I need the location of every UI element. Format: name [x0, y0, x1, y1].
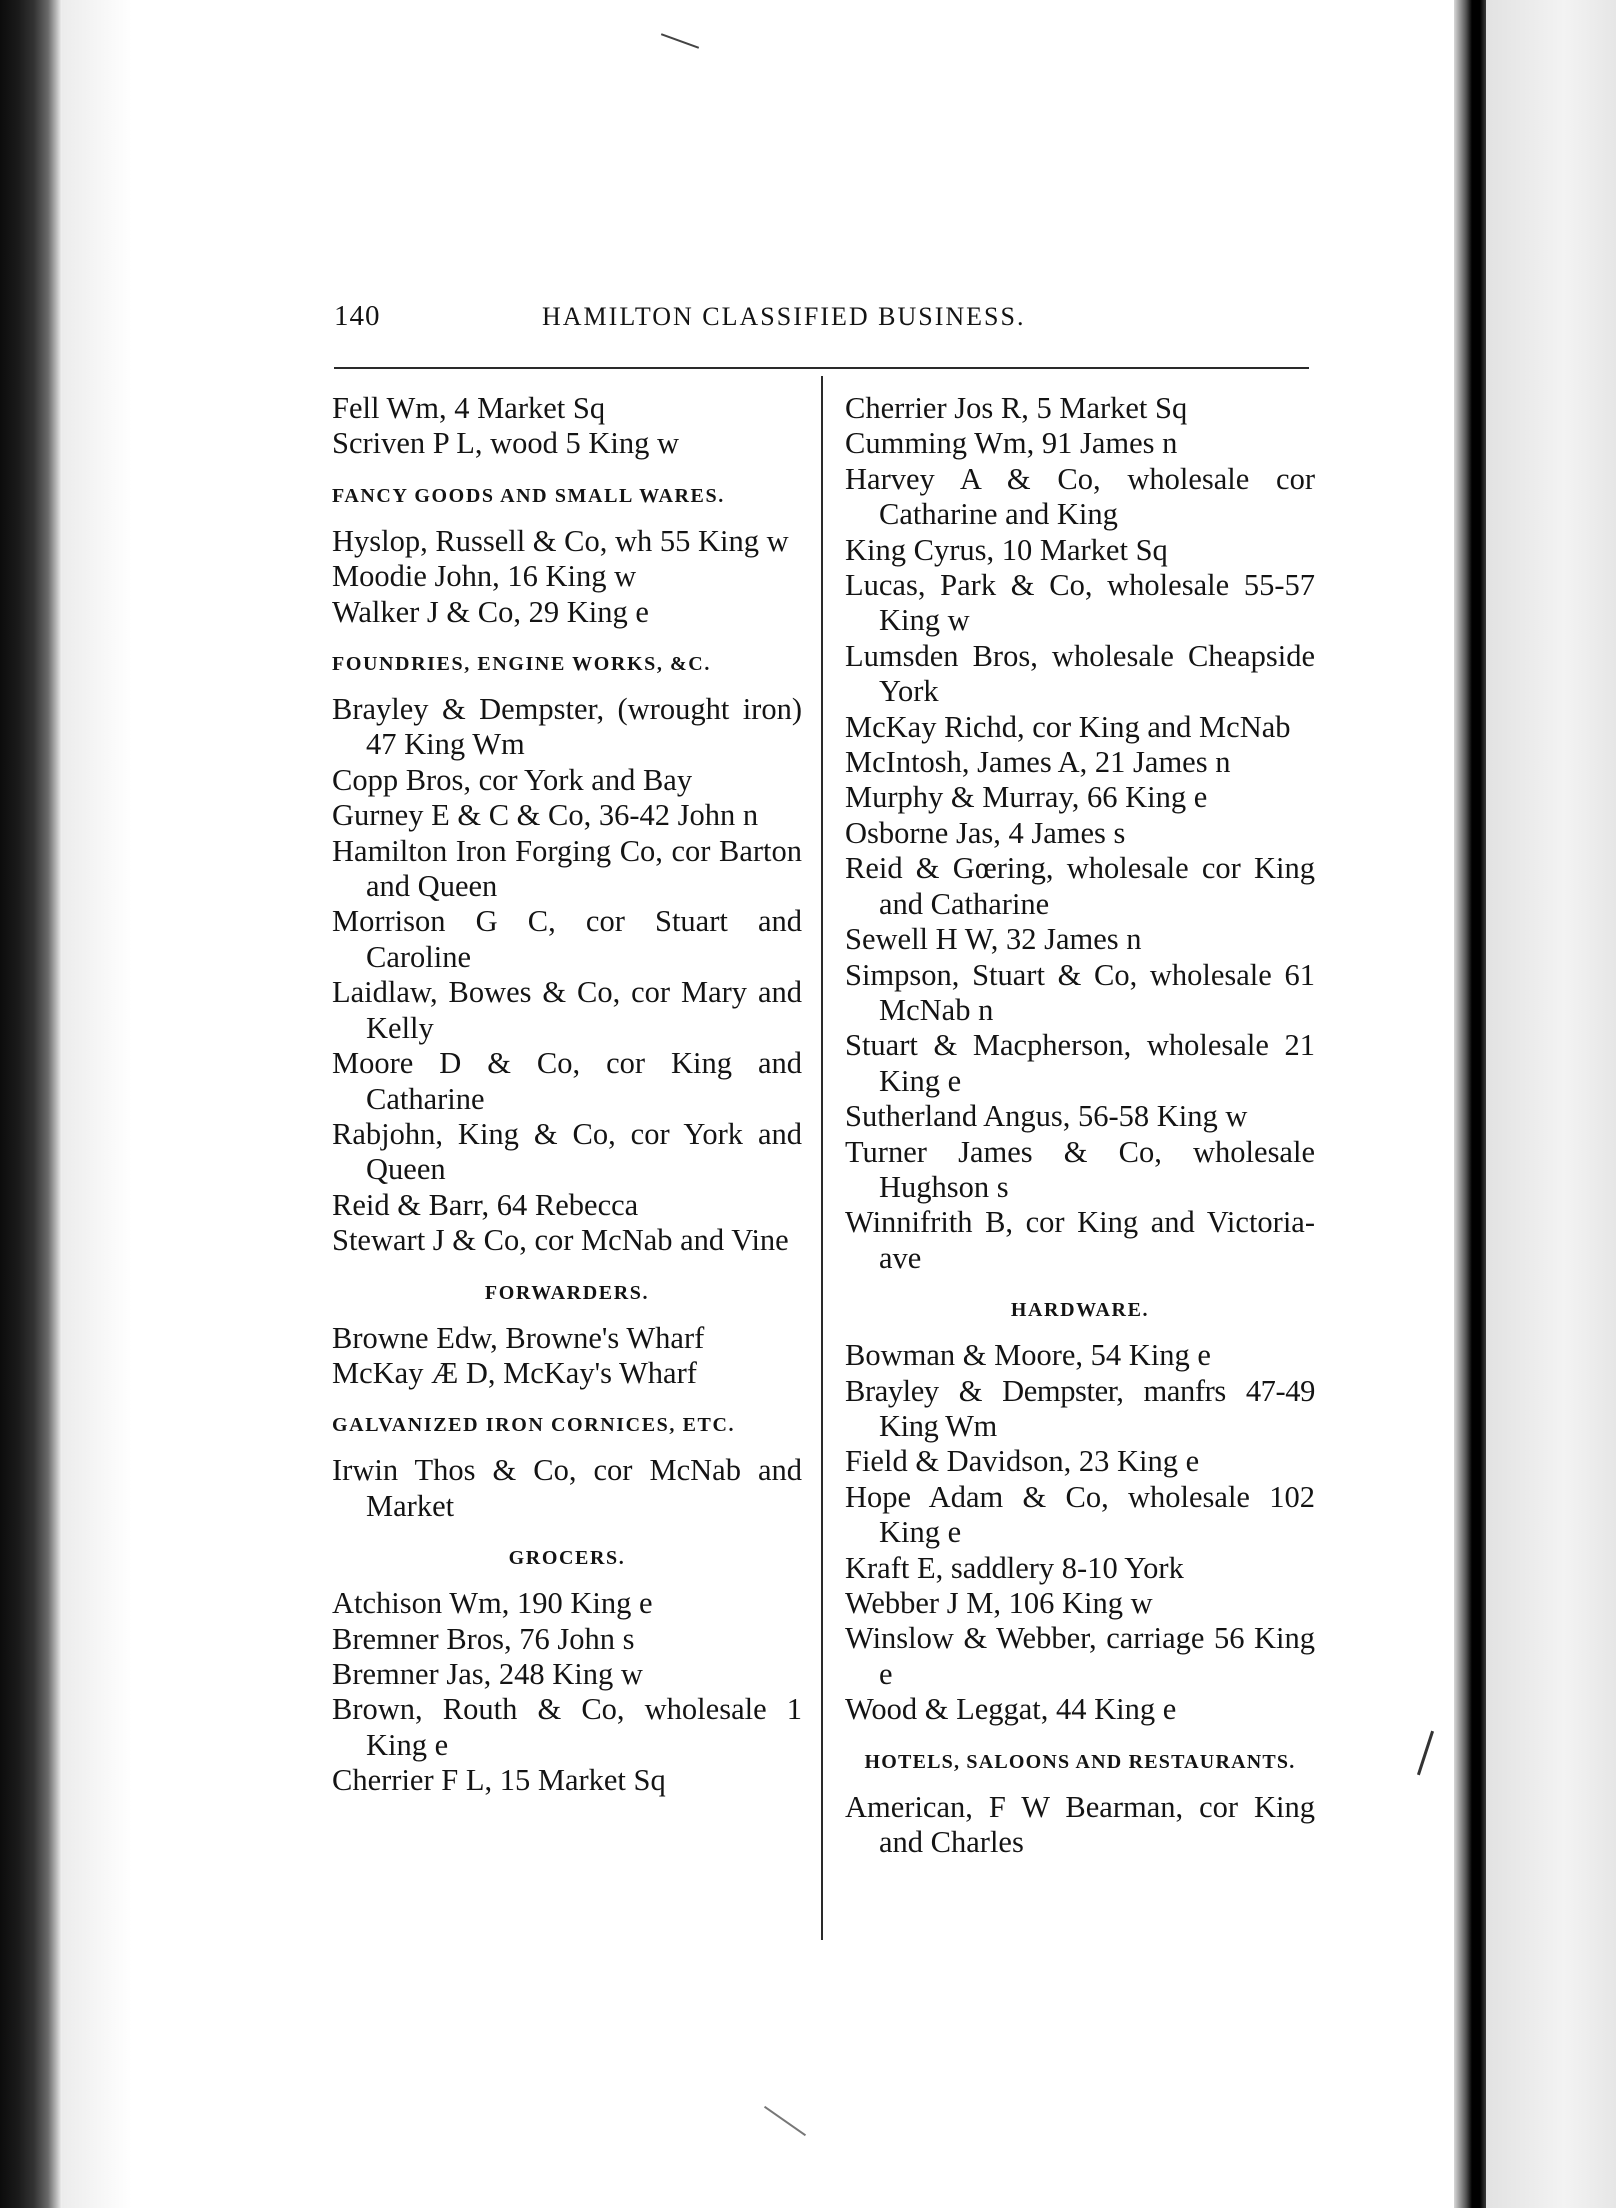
list-item: Cherrier Jos R, 5 Market Sq [845, 391, 1188, 425]
list-item: Gurney E & C & Co, 36-42 John n [332, 798, 759, 833]
list-item: Bowman & Moore, 54 King e [845, 1338, 1211, 1373]
list-item: Wood & Leggat, 44 King e [845, 1692, 1177, 1727]
list-item: Bremner Bros, 76 John s [332, 1621, 635, 1656]
list-item: Bremner Jas, 248 King w [332, 1656, 643, 1691]
list-item: Winnifrith B, cor King and Victoria-ave [845, 1205, 1315, 1275]
list-item: Browne Edw, Browne's Wharf [332, 1320, 705, 1355]
section-heading-fancy-goods: FANCY GOODS AND SMALL WARES. [332, 484, 725, 507]
list-item: Sutherland Angus, 56-58 King w [845, 1099, 1248, 1134]
list-item: Hamilton Iron Forging Co, cor Barton and Queen [332, 833, 802, 904]
list-item: Brayley & Dempster, manfrs 47-49 King Wm [845, 1373, 1315, 1443]
page-header [334, 300, 1309, 340]
running-title: HAMILTON CLASSIFIED BUSINESS. [542, 302, 1026, 331]
list-item: Lumsden Bros, wholesale Cheapside York [845, 638, 1315, 709]
list-item: Brayley & Dempster, (wrought iron) 47 King Wm [332, 692, 802, 762]
scan-scratch-mark [1417, 1731, 1434, 1776]
list-item: Atchison Wm, 190 King e [332, 1586, 653, 1621]
list-item: Lucas, Park & Co, wholesale 55-57 King w [845, 568, 1315, 638]
list-item: Harvey A & Co, wholesale cor Catharine and King [845, 461, 1315, 532]
section-heading-hardware: HARDWARE. [1010, 1299, 1150, 1322]
list-item: Rabjohn, King & Co, cor York and Queen [332, 1116, 802, 1187]
list-item: Field & Davidson, 23 King e [845, 1444, 1200, 1479]
header-rule [334, 367, 1309, 369]
list-item: Fell Wm, 4 Market Sq [332, 391, 606, 425]
list-item: Irwin Thos & Co, cor McNab and Market [332, 1453, 802, 1523]
list-item: Moodie John, 16 King w [332, 559, 637, 594]
book-gutter-shadow [0, 0, 62, 2208]
list-item: Stuart & Macpherson, wholesale 21 King e [845, 1028, 1315, 1098]
list-item: Sewell H W, 32 James n [845, 922, 1142, 957]
page-edge-shading [62, 0, 132, 2208]
section-heading-grocers: GROCERS. [508, 1547, 626, 1570]
list-item: Hope Adam & Co, wholesale 102 King e [845, 1479, 1315, 1550]
list-item: Copp Bros, cor York and Bay [332, 762, 693, 797]
list-item: Morrison G C, cor Stuart and Caroline [332, 904, 802, 974]
list-item: Winslow & Webber, carriage 56 King e [845, 1621, 1315, 1691]
list-item: Reid & Gœring, wholesale cor King and Catharine [845, 851, 1315, 921]
section-heading-hotels: HOTELS, SALOONS AND RESTAURANTS. [864, 1750, 1296, 1773]
page-number: 140 [334, 300, 381, 332]
list-item: Kraft E, saddlery 8-10 York [845, 1550, 1184, 1585]
list-item: American, F W Bearman, cor King and Charles [845, 1789, 1315, 1860]
scan-scratch-mark [661, 33, 699, 49]
list-item: Simpson, Stuart & Co, wholesale 61 McNab n [845, 957, 1315, 1027]
list-item: Scriven P L, wood 5 King w [332, 426, 680, 461]
list-item: Hyslop, Russell & Co, wh 55 King w [332, 523, 789, 558]
list-item: Walker J & Co, 29 King e [332, 594, 649, 629]
list-item: Cherrier F L, 15 Market Sq [332, 1763, 666, 1798]
column-divider [821, 376, 823, 1940]
list-item: Laidlaw, Bowes & Co, cor Mary and Kelly [332, 975, 802, 1045]
book-spine-edge [1454, 0, 1486, 2208]
list-item: Moore D & Co, cor King and Catharine [332, 1046, 802, 1116]
section-heading-forwarders: FORWARDERS. [484, 1281, 650, 1304]
section-heading-foundries: FOUNDRIES, ENGINE WORKS, &C. [332, 653, 711, 676]
scan-scratch-mark [764, 2106, 806, 2136]
list-item: Cumming Wm, 91 James n [845, 426, 1178, 461]
list-item: McKay Richd, cor King and McNab [845, 709, 1291, 744]
list-item: Osborne Jas, 4 James s [845, 815, 1126, 850]
list-item: McKay Æ D, McKay's Wharf [332, 1355, 697, 1390]
list-item: McIntosh, James A, 21 James n [845, 745, 1231, 780]
list-item: Murphy & Murray, 66 King e [845, 780, 1208, 815]
left-column [332, 391, 802, 1799]
list-item: King Cyrus, 10 Market Sq [845, 532, 1168, 567]
adjacent-page-edge [1486, 0, 1616, 2208]
list-item: Reid & Barr, 64 Rebecca [332, 1187, 639, 1222]
list-item: Webber J M, 106 King w [845, 1586, 1153, 1620]
list-item: Brown, Routh & Co, wholesale 1 King e [332, 1692, 802, 1762]
right-column [845, 391, 1315, 1860]
section-heading-galvanized-iron: GALVANIZED IRON CORNICES, ETC. [332, 1414, 736, 1437]
list-item: Stewart J & Co, cor McNab and Vine [332, 1223, 789, 1258]
list-item: Turner James & Co, wholesale Hughson s [845, 1134, 1315, 1204]
